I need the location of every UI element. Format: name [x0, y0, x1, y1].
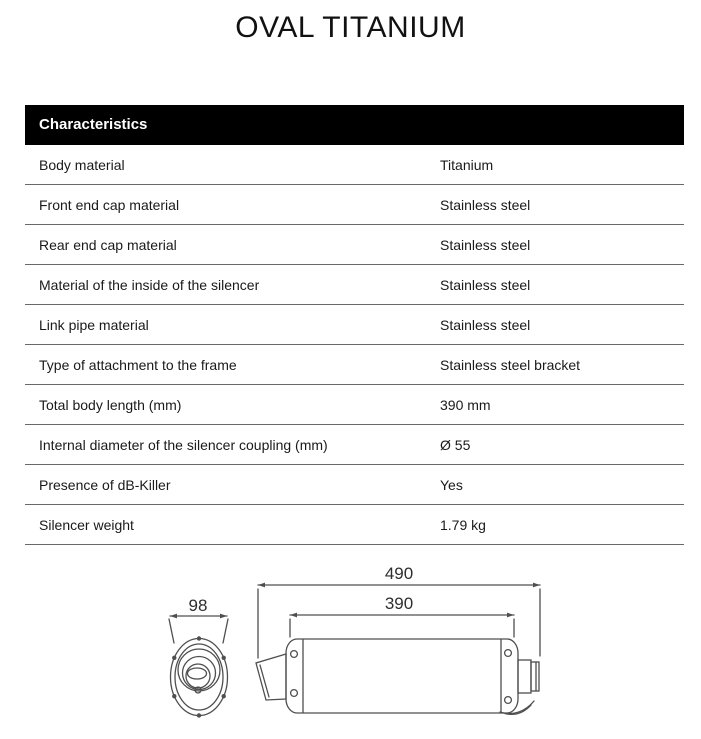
row-label: Link pipe material: [39, 316, 149, 333]
table-row: [25, 225, 684, 265]
row-value: Stainless steel: [440, 276, 531, 293]
table-row: [25, 305, 684, 345]
table-row: [25, 385, 684, 425]
table-row: [25, 465, 684, 505]
table-row: [25, 345, 684, 385]
silencer-side-view: [256, 564, 540, 714]
page-title: OVAL TITANIUM: [235, 11, 466, 44]
table-row: [25, 145, 684, 185]
dimension-body-length: [290, 594, 514, 637]
row-label: Silencer weight: [39, 516, 134, 533]
table-row: [25, 265, 684, 305]
row-value: Titanium: [440, 156, 494, 173]
row-value: 1.79 kg: [440, 516, 486, 533]
row-value: Stainless steel: [440, 316, 531, 333]
row-label: Internal diameter of the silencer coupling (mm): [39, 436, 328, 453]
row-label: Type of attachment to the frame: [39, 356, 237, 373]
dim-width-label: 98: [188, 596, 208, 615]
table-row: [25, 505, 684, 545]
row-value: Ø 55: [440, 436, 471, 453]
table-header: Characteristics: [25, 105, 684, 145]
row-label: Material of the inside of the silencer: [39, 276, 260, 293]
inlet-pipe: [256, 654, 286, 700]
dim-body-label: 390: [384, 594, 414, 613]
row-value: Stainless steel: [440, 196, 531, 213]
row-label: Presence of dB-Killer: [39, 476, 171, 493]
dimension-width: [169, 596, 228, 643]
silencer-front-view: [169, 596, 228, 718]
row-label: Rear end cap material: [39, 236, 177, 253]
row-value: Stainless steel bracket: [440, 356, 581, 373]
row-label: Front end cap material: [39, 196, 180, 213]
row-value: Stainless steel: [440, 236, 531, 253]
characteristics-table: [25, 105, 684, 545]
row-value: Yes: [440, 476, 463, 493]
table-row: [25, 425, 684, 465]
row-label: Body material: [39, 156, 125, 173]
row-value: 390 mm: [440, 396, 491, 413]
outlet-coupling: [518, 660, 539, 693]
row-label: Total body length (mm): [39, 396, 182, 413]
table-row: [25, 185, 684, 225]
technical-drawing: [0, 550, 701, 739]
dim-overall-label: 490: [384, 564, 414, 583]
